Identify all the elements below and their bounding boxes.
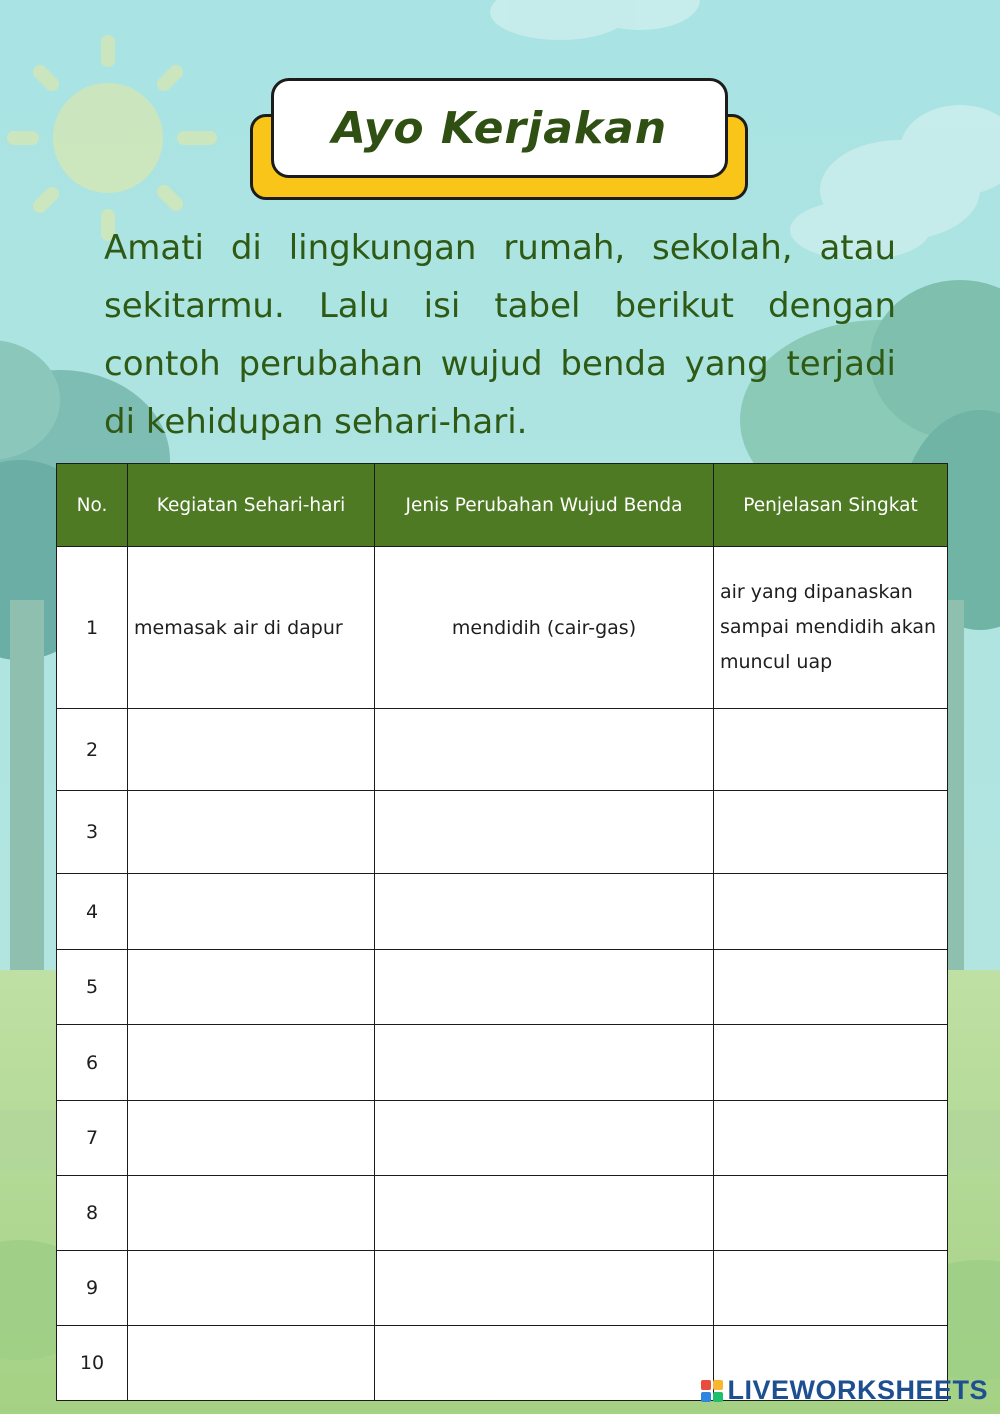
- change-type-cell[interactable]: [375, 874, 714, 950]
- activity-cell[interactable]: [128, 874, 375, 950]
- table-row: [57, 1025, 948, 1101]
- activity-cell[interactable]: [128, 1251, 375, 1326]
- table-row: [57, 791, 948, 874]
- activity-cell[interactable]: [128, 1326, 375, 1401]
- table-row: [57, 1176, 948, 1251]
- logo-tile-yellow: [713, 1380, 723, 1390]
- explanation-cell[interactable]: [714, 1176, 948, 1251]
- explanation-cell[interactable]: [714, 874, 948, 950]
- change-type-cell[interactable]: [375, 950, 714, 1025]
- table-row: [57, 1251, 948, 1326]
- row-number: 1: [57, 547, 128, 709]
- explanation-cell[interactable]: [714, 791, 948, 874]
- change-type-cell[interactable]: mendidih (cair-gas): [375, 547, 714, 709]
- table-row: [57, 1101, 948, 1176]
- change-type-cell[interactable]: [375, 1176, 714, 1251]
- liveworksheets-watermark: [701, 1375, 988, 1406]
- table-row: [57, 874, 948, 950]
- change-type-cell[interactable]: [375, 1025, 714, 1101]
- table-row: [57, 950, 948, 1025]
- explanation-cell[interactable]: [714, 1025, 948, 1101]
- change-type-cell[interactable]: [375, 1101, 714, 1176]
- row-number: 8: [57, 1176, 128, 1251]
- header-explanation: Penjelasan Singkat: [714, 464, 948, 547]
- liveworksheets-logo-icon: [701, 1380, 723, 1402]
- watermark-text: LIVEWORKSHEETS: [727, 1375, 988, 1405]
- activity-cell[interactable]: [128, 1025, 375, 1101]
- change-type-cell[interactable]: [375, 1326, 714, 1401]
- logo-tile-red: [701, 1380, 711, 1390]
- explanation-cell[interactable]: [714, 709, 948, 791]
- row-number: 9: [57, 1251, 128, 1326]
- table-row: [57, 547, 948, 709]
- activity-cell[interactable]: [128, 791, 375, 874]
- activity-cell[interactable]: [128, 950, 375, 1025]
- change-type-cell[interactable]: [375, 1251, 714, 1326]
- table-header-row: [57, 464, 948, 547]
- activity-cell[interactable]: [128, 709, 375, 791]
- title-banner: [271, 78, 728, 178]
- logo-tile-green: [713, 1392, 723, 1402]
- activity-cell[interactable]: [128, 1101, 375, 1176]
- header-activity: Kegiatan Sehari-hari: [128, 464, 375, 547]
- explanation-cell[interactable]: air yang dipanaskan sampai mendidih akan muncul uap: [714, 547, 948, 709]
- explanation-cell[interactable]: [714, 950, 948, 1025]
- instruction-text: Amati di lingkungan rumah, sekolah, atau sekitarmu. Lalu isi tabel berikut dengan contoh perubahan wujud benda yang terjadi di kehidupan sehari-hari.: [104, 228, 896, 442]
- explanation-cell[interactable]: [714, 1101, 948, 1176]
- header-change-type: Jenis Perubahan Wujud Benda: [375, 464, 714, 547]
- logo-tile-blue: [701, 1392, 711, 1402]
- page-title: Ayo Kerjakan: [331, 102, 668, 154]
- answer-table: [56, 463, 948, 1401]
- row-number: 7: [57, 1101, 128, 1176]
- header-no: No.: [57, 464, 128, 547]
- row-number: 4: [57, 874, 128, 950]
- row-number: 3: [57, 791, 128, 874]
- activity-cell[interactable]: memasak air di dapur: [128, 547, 375, 709]
- row-number: 2: [57, 709, 128, 791]
- explanation-cell[interactable]: [714, 1251, 948, 1326]
- table-row: [57, 709, 948, 791]
- activity-cell[interactable]: [128, 1176, 375, 1251]
- row-number: 10: [57, 1326, 128, 1401]
- change-type-cell[interactable]: [375, 709, 714, 791]
- row-number: 5: [57, 950, 128, 1025]
- change-type-cell[interactable]: [375, 791, 714, 874]
- row-number: 6: [57, 1025, 128, 1101]
